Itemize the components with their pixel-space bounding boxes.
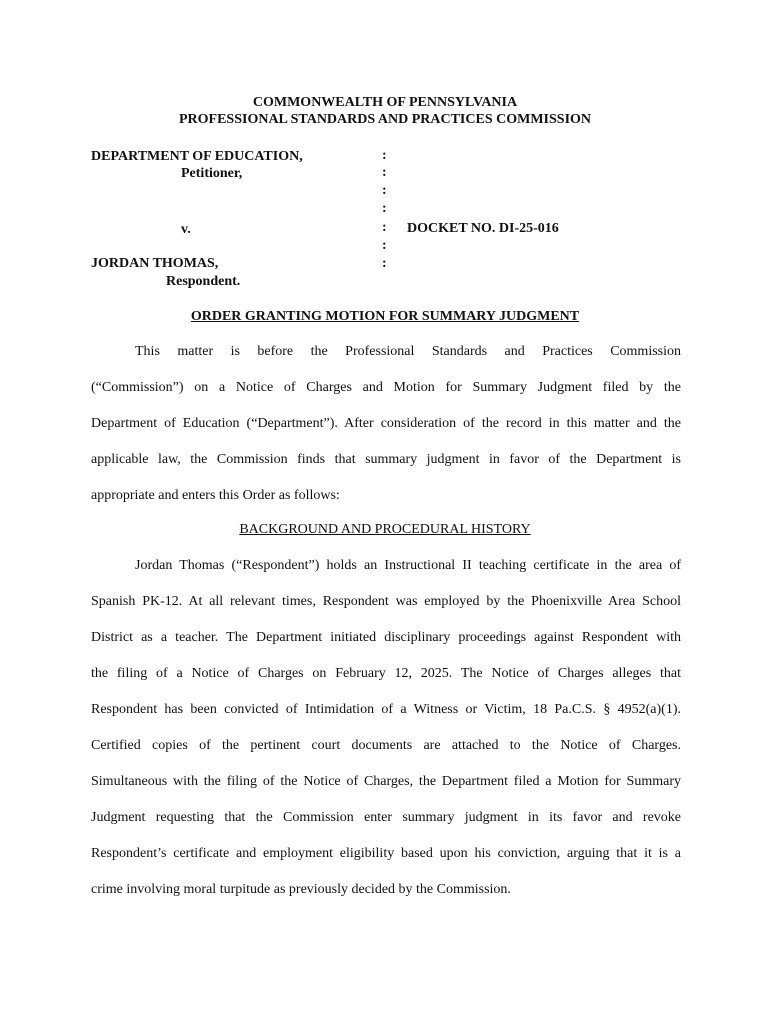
header-commission: PROFESSIONAL STANDARDS AND PRACTICES COMMISSION [178, 112, 592, 127]
text-line: Jordan Thomas (“Respondent”) holds an Instructional II teaching certificate in the area of [135, 558, 681, 573]
intro-paragraph [91, 334, 681, 514]
respondent-name: JORDAN THOMAS, [91, 256, 219, 271]
text-line: Simultaneous with the filing of the Notice of Charges, the Department filed a Motion for Summary [91, 774, 681, 789]
section-heading: BACKGROUND AND PROCEDURAL HISTORY [239, 522, 531, 537]
caption-colon: : [382, 148, 387, 163]
text-line: Respondent’s certificate and employment eligibility based upon his conviction, arguing that it is a [91, 846, 681, 861]
text-line: Respondent has been convicted of Intimidation of a Witness or Victim, 18 Pa.C.S. § 4952(a)(1). [91, 702, 681, 717]
docket-number: DOCKET NO. DI-25-016 [407, 221, 559, 236]
background-paragraph [91, 548, 681, 908]
text-line: crime involving moral turpitude as previously decided by the Commission. [91, 882, 511, 897]
caption-colon: : [382, 165, 387, 180]
versus-label: v. [181, 222, 191, 237]
text-line: the filing of a Notice of Charges on February 12, 2025. The Notice of Charges alleges that [91, 666, 681, 681]
petitioner-role: Petitioner, [181, 166, 243, 181]
text-line: This matter is before the Professional Standards and Practices Commission [135, 344, 681, 359]
header-commonwealth: COMMONWEALTH OF PENNSYLVANIA [252, 95, 518, 110]
text-line: Judgment requesting that the Commission enter summary judgment in its favor and revoke [91, 810, 681, 825]
text-line: appropriate and enters this Order as follows: [91, 488, 340, 503]
text-line: Spanish PK-12. At all relevant times, Respondent was employed by the Phoenixville Area School [91, 594, 681, 609]
text-line: (“Commission”) on a Notice of Charges and Motion for Summary Judgment filed by the [91, 380, 681, 395]
caption-colon: : [382, 183, 387, 198]
caption-colon: : [382, 220, 387, 235]
text-line: District as a teacher. The Department initiated disciplinary proceedings against Respondent with [91, 630, 681, 645]
caption-colon: : [382, 256, 387, 271]
caption-colon: : [382, 201, 387, 216]
text-line: Certified copies of the pertinent court documents are attached to the Notice of Charges. [91, 738, 681, 753]
respondent-role: Respondent. [166, 274, 241, 289]
petitioner-name: DEPARTMENT OF EDUCATION, [91, 149, 303, 164]
text-line: applicable law, the Commission finds that summary judgment in favor of the Department is [91, 452, 681, 467]
order-title: ORDER GRANTING MOTION FOR SUMMARY JUDGMENT [190, 309, 580, 324]
text-line: Department of Education (“Department”). After consideration of the record in this matter and the [91, 416, 681, 431]
caption-colon: : [382, 238, 387, 253]
